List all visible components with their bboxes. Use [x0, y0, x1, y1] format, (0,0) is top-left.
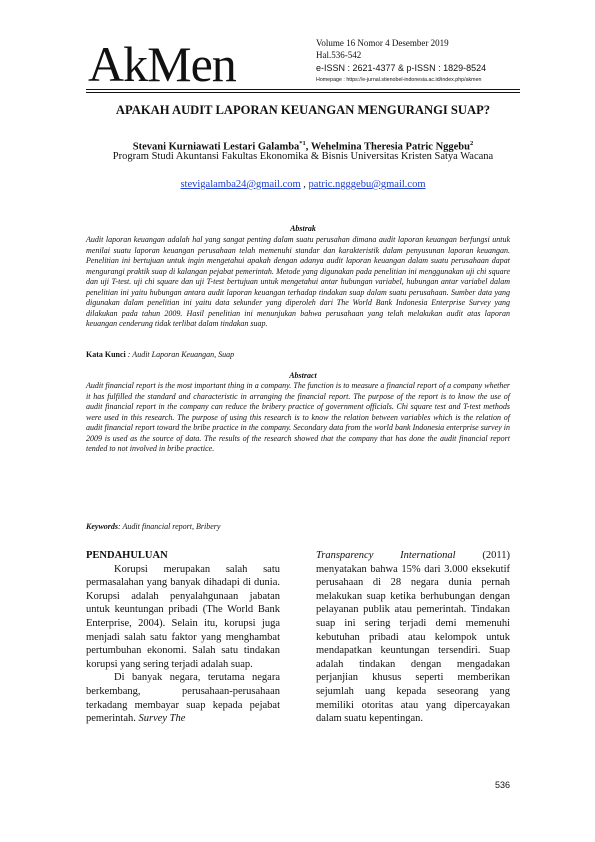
keywords-values: : Audit financial report, Bribery	[118, 522, 221, 531]
issn-info: e-ISSN : 2621-4377 & p-ISSN : 1829-8524	[316, 63, 487, 73]
volume-info: Volume 16 Nomor 4 Desember 2019	[316, 38, 449, 48]
abstrak-body: Audit laporan keuangan adalah hal yang sangat penting dalam suatu perusahan dimana audit laporan keuangan berfungsi untuk menilai suatu laporan keuangan perusahaan telah memenuhi standar dan karakteristik dalam penyusunan laporan keuangan. Penelitian ini bertujuan untuk ingin mengetahui apakah dengan adanya audit laporan keuangan dalam suatu perusahaan dapat mengurangi praktik suap di kalangan pejabat pemerintah. Metode yang digunakan pada penelitian ini menggunakan uji chi square dan uji T-test. uji chi square dan uji T-test bertujuan untuk mengetahui antar hubungan variabel, hubungan antar variabel dalam penelitian ini yaitu hubungan antara audit laporan keuangan terhadap tindakan suap dalam suatu perusahaan. Sumber data yang digunakan dalam penelitian ini yaitu data sekunder yang diperoleh dari The World Bank Indonesia Enterprise Survey yang dilakukan pada tahun 2009. Hasil penelitian ini menunjukan bahwa perusahaan yang telah melakukan audit atas laporan keuangan cenderung tidak terlibat dalam tindakan suap.	[86, 235, 510, 328]
paragraph-3	[316, 549, 510, 726]
header-rule-second	[86, 92, 520, 93]
abstract-heading: Abstract	[289, 371, 317, 380]
paragraph-2-italic: Survey The	[135, 713, 186, 725]
email-separator: ,	[300, 179, 309, 190]
author-2-name: Wehelmina Theresia Patric Nggebu	[310, 141, 470, 153]
left-column	[86, 549, 280, 726]
author-1-name: Stevani Kurniawati Lestari Galamba	[132, 141, 300, 153]
page-range: Hal.536-542	[316, 50, 362, 60]
kata-kunci-line	[86, 349, 234, 360]
author-1-marker: *1	[299, 140, 306, 147]
section-title: PENDAHULUAN	[86, 550, 168, 561]
paragraph-1: Korupsi merupakan salah satu permasalahan yang banyak dihadapi di dunia. Korupsi adalah penyalahgunaan jabatan untuk keuntungan pribadi (The World Bank Enterprise, 2004). Selain itu, korupsi juga menjadi salah satu faktor yang menghambat pertumbuhan ekonomi. Salah satu tindakan korupsi yang sering terjadi adalah suap.	[86, 563, 280, 670]
email-link-1[interactable]: stevigalamba24@gmail.com	[180, 179, 301, 190]
paragraph-2-text: Di banyak negara, terutama negara berkembang, perusahaan-perusahaan terkadang membayar suap kepada pejabat pemerintah.	[86, 672, 280, 725]
abstract-body: Audit financial report is the most important thing in a company. The function is to measure a financial report of a company whether it has fulfilled the standard and characteristic in arranging the financial report. The purpose of the report is to know the use of audit financial report in the company can reduce the bribery practice of government officials. Chi square test and T-test methods were used in this research. The purpose of using this research is to know the relation between variables which is the relation of audit financial report toward the bribe practice in the company. Secondary data from the world bank Indonesia enterprise survey in 2009 is used as the source of data. The results of the research showed that the company that has done the audit financial report tended to not involved in bribe practice.	[86, 381, 510, 453]
paragraph-3-italic: Transparency International	[316, 550, 456, 561]
kata-kunci-label: Kata Kunci	[86, 350, 126, 359]
header-rule	[86, 89, 520, 90]
keywords-line	[86, 521, 220, 532]
affiliation: Program Studi Akuntansi Fakultas Ekonomika & Bisnis Universitas Kristen Satya Wacana	[112, 151, 494, 162]
abstrak-heading: Abstrak	[290, 224, 316, 233]
journal-logo: AkMen	[88, 36, 236, 92]
author-separator: ,	[305, 141, 311, 153]
email-line	[86, 178, 520, 192]
paragraph-3-text: (2011) menyatakan bahwa 15% dari 3.000 eksekutif perusahaan di 28 negara dunia pernah melakukan suap ketika berhubungan dengan pelayanan publik atau pemerintah. Tindakan suap ini sering terjadi demi memenuhi kebutuhan pribadi atau kelompok untuk mendapatkan keuntungan tersendiri. Suap adalah tindakan dengan mengadakan perjanjian khusus seperti memberikan sejumlah uang kepada seseorang yang memiliki otoritas atau yang dipercayakan dalam suatu kepentingan.	[316, 550, 510, 725]
keywords-label: Keywords	[86, 522, 118, 531]
page-number: 536	[495, 780, 511, 790]
author-2-marker: 2	[470, 140, 474, 147]
email-link-2[interactable]: patric.ngggebu@gmail.com	[308, 179, 426, 190]
kata-kunci-values: : Audit Laporan Keuangan, Suap	[125, 350, 235, 359]
right-column	[316, 549, 510, 726]
paper-title: APAKAH AUDIT LAPORAN KEUANGAN MENGURANGI SUAP?	[115, 103, 491, 117]
homepage-info: Homepage : https://e-jurnal.stienobel-indonesia.ac.id/index.php/akmen	[316, 77, 482, 83]
paragraph-2	[86, 671, 280, 725]
